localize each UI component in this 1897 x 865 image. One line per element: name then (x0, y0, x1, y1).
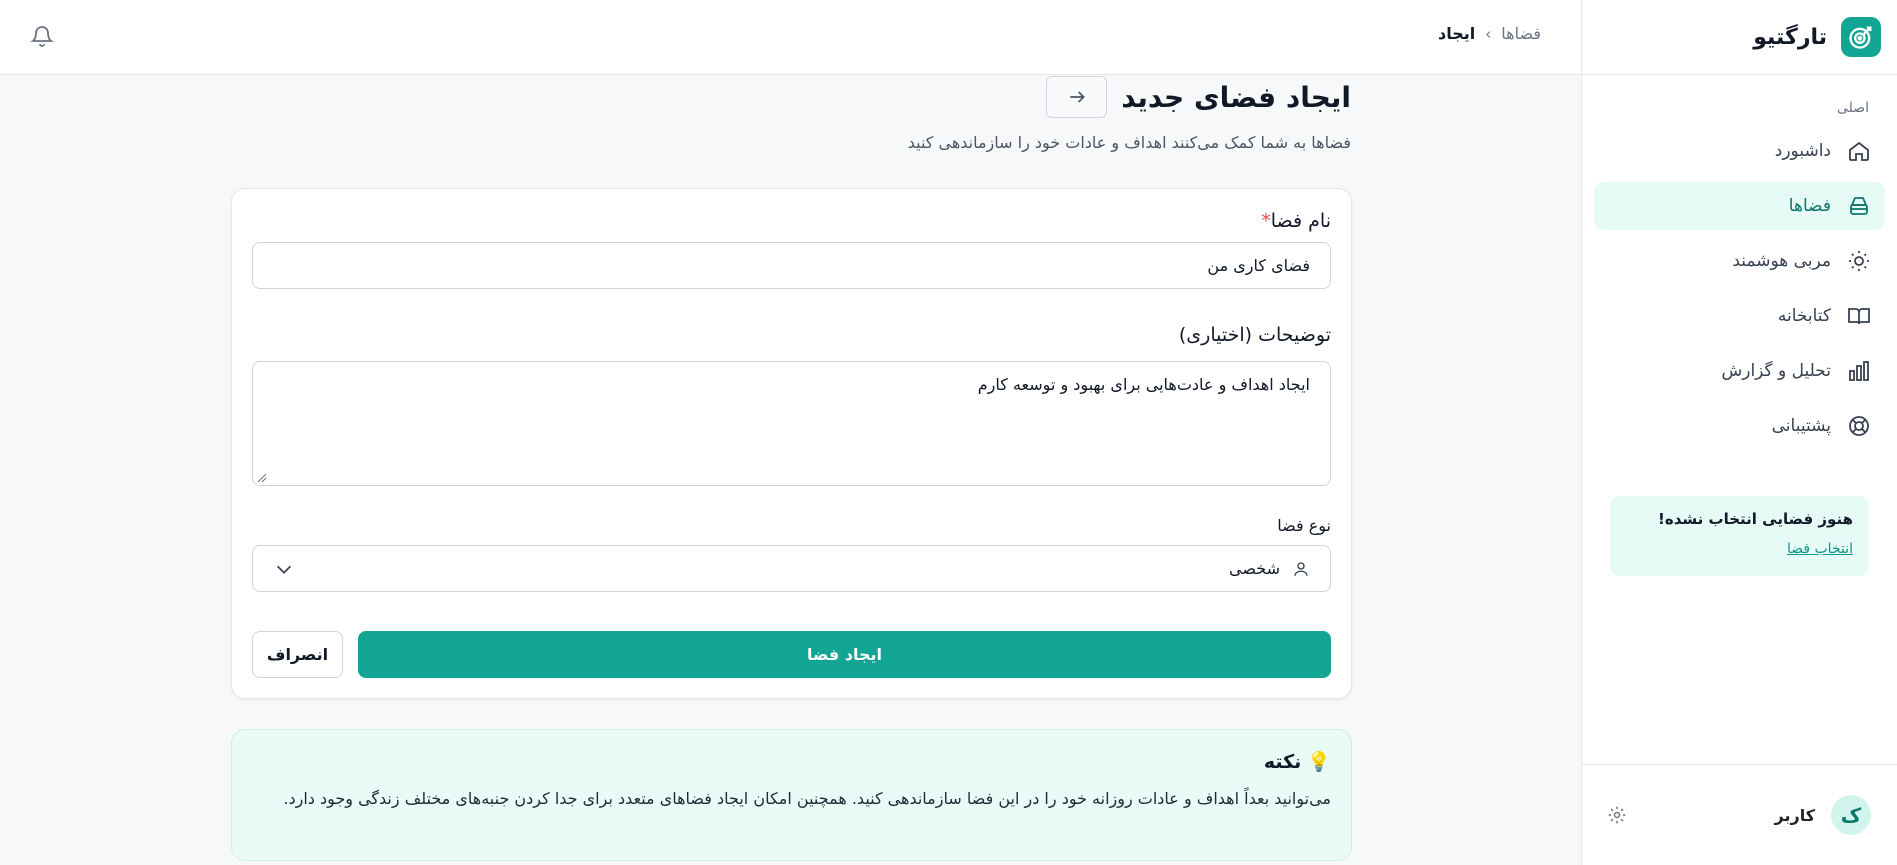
space-name-label-text: نام فضا (1270, 210, 1331, 232)
main-nav (1582, 127, 1897, 450)
resize-grip-icon[interactable] (257, 473, 267, 483)
page-title: ایجاد فضای جدید (1121, 80, 1351, 114)
arrow-right-icon (1067, 87, 1087, 107)
brand (1582, 0, 1897, 75)
space-type-text: شخصی (1229, 559, 1280, 578)
sidebar-item-label: کتابخانه (1777, 306, 1831, 326)
breadcrumb-current: ایجاد (1438, 24, 1476, 43)
sidebar-item-label: مربی هوشمند (1732, 251, 1831, 271)
sidebar (1581, 0, 1897, 865)
cancel-button[interactable]: انصراف (252, 631, 343, 678)
top-bar (0, 0, 1581, 75)
select-space-link[interactable]: انتخاب فضا (1786, 541, 1853, 557)
bar-chart-icon (1847, 359, 1871, 383)
page-subtitle: فضاها به شما کمک می‌کنند اهداف و عادات خود را سازماندهی کنید (907, 133, 1351, 152)
layers-icon (1847, 194, 1871, 218)
space-name-label (1261, 210, 1331, 232)
chevron-left-icon: › (1485, 24, 1492, 43)
sidebar-item-smart-coach[interactable] (1594, 237, 1885, 285)
page-header (1046, 76, 1351, 118)
home-icon (1847, 139, 1871, 163)
lifebuoy-icon (1847, 414, 1871, 438)
nav-section-label: اصلی (1836, 100, 1869, 116)
gear-icon[interactable] (1607, 805, 1627, 825)
sidebar-item-dashboard[interactable] (1594, 127, 1885, 175)
user-name: کاربر (1774, 805, 1815, 825)
tip-title: نکته (1263, 750, 1302, 773)
space-type-select[interactable] (252, 545, 1331, 592)
user-icon (1292, 560, 1310, 578)
space-name-input[interactable]: فضای کاری من (252, 242, 1331, 289)
description-textarea[interactable] (252, 361, 1331, 486)
chevron-down-icon (273, 558, 295, 580)
create-space-form (231, 188, 1352, 699)
sidebar-item-support[interactable] (1594, 402, 1885, 450)
breadcrumb-spaces[interactable]: فضاها (1501, 24, 1541, 43)
required-mark: * (1261, 210, 1271, 232)
back-button[interactable] (1046, 76, 1107, 118)
description-value: ایجاد اهداف و عادت‌هایی برای بهبود و توسعه کارم (977, 375, 1310, 394)
space-type-label: نوع فضا (1277, 516, 1331, 535)
sidebar-item-label: پشتیبانی (1771, 416, 1831, 436)
bell-icon[interactable] (30, 24, 54, 48)
tip-title-row (252, 750, 1331, 773)
sidebar-item-label: فضاها (1788, 196, 1831, 216)
sidebar-item-spaces[interactable] (1594, 182, 1885, 230)
book-icon (1847, 304, 1871, 328)
lightbulb-emoji-icon: 💡 (1307, 751, 1331, 773)
tip-card (231, 729, 1352, 861)
lightbulb-icon (1847, 249, 1871, 273)
create-space-button[interactable]: ایجاد فضا (358, 631, 1331, 678)
sidebar-item-library[interactable] (1594, 292, 1885, 340)
brand-name: تارگتیو (1753, 24, 1827, 50)
target-logo-icon (1841, 17, 1881, 57)
breadcrumb (1438, 24, 1541, 43)
tip-text: می‌توانید بعداً اهداف و عادات روزانه خود را در این فضا سازماندهی کنید. همچنین امکان ایجاد فضاهای متعدد برای جدا کردن جنبه‌های مختلف زندگی وجود دارد. (283, 789, 1331, 808)
sidebar-item-label: تحلیل و گزارش (1721, 361, 1831, 381)
no-space-notice (1610, 496, 1869, 576)
sidebar-item-label: داشبورد (1774, 141, 1831, 161)
space-type-value (1229, 559, 1310, 578)
description-label: توضیحات (اختیاری) (1178, 324, 1331, 346)
avatar[interactable]: ک (1831, 795, 1871, 835)
sidebar-item-analytics[interactable] (1594, 347, 1885, 395)
no-space-title: هنوز فضایی انتخاب نشده! (1658, 510, 1853, 528)
user-bar (1581, 764, 1897, 865)
